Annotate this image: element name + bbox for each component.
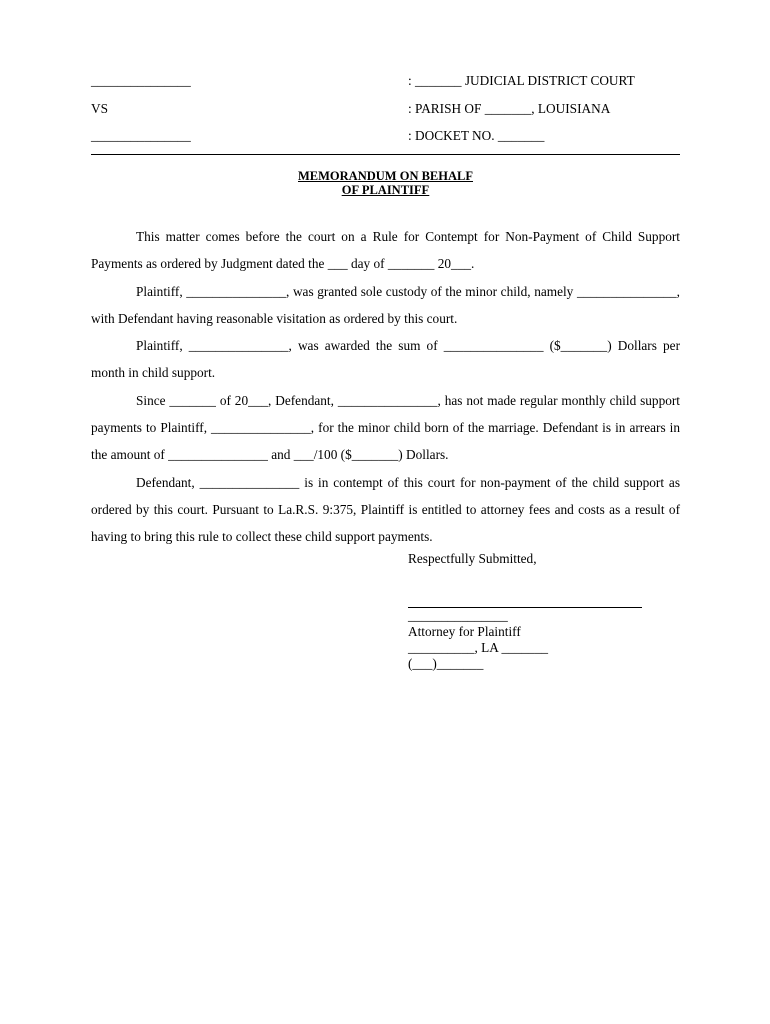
plaintiff-name-blank: _______________ bbox=[91, 73, 191, 88]
attorney-info bbox=[408, 608, 668, 672]
closing-text: Respectfully Submitted, bbox=[408, 551, 537, 566]
signature-block bbox=[408, 551, 668, 672]
caption-row-2 bbox=[91, 101, 680, 129]
attorney-phone: (___)_______ bbox=[408, 656, 484, 671]
docket-number: : DOCKET NO. _______ bbox=[408, 128, 545, 143]
attorney-role: Attorney for Plaintiff bbox=[408, 624, 521, 639]
case-caption bbox=[91, 73, 680, 156]
paragraph-child-support-award: Plaintiff, _______________, was awarded the sum of _______________ ($_______) Dollars per month in child support. bbox=[91, 338, 680, 381]
paragraph-custody: Plaintiff, _______________, was granted sole custody of the minor child, namely _______________, with Defendant having reasonable visitation as ordered by this court. bbox=[91, 283, 680, 326]
paragraph-rule-for-contempt: This matter comes before the court on a Rule for Contempt for Non-Payment of Child Support Payments as ordered by Judgment dated the ___ day of _______ 20___. bbox=[91, 229, 680, 272]
memorandum-body bbox=[91, 223, 680, 551]
caption-divider bbox=[91, 154, 680, 155]
court-name: : _______ JUDICIAL DISTRICT COURT bbox=[408, 73, 635, 88]
caption-row-3 bbox=[91, 128, 680, 156]
parish-name: : PARISH OF _______, LOUISIANA bbox=[408, 100, 611, 116]
versus-label: VS bbox=[91, 100, 108, 116]
caption-row-1 bbox=[91, 73, 680, 101]
attorney-city: __________, LA _______ bbox=[408, 640, 548, 655]
attorney-name-blank: _______________ bbox=[408, 608, 508, 623]
title-line-2: OF PLAINTIFF bbox=[341, 182, 430, 197]
paragraph-contempt-fees: Defendant, _______________ is in contempt of this court for non-payment of the child support as ordered by this court. Pursuant to La.R.S. 9:375, Plaintiff is entitled to attorney fees and costs as a result of having to bring this rule to collect these child support payments. bbox=[91, 474, 680, 545]
paragraph-arrears: Since _______ of 20___, Defendant, _______________, has not made regular monthly child support payments to Plaintiff, _______________, for the minor child born of the marriage. Defendant is in arrears in the amount of _______________ and ___/100 ($_______) Dollars. bbox=[91, 392, 680, 463]
defendant-name-blank: _______________ bbox=[91, 128, 191, 143]
title-line-1: MEMORANDUM ON BEHALF bbox=[298, 169, 473, 183]
document-title bbox=[91, 170, 680, 197]
